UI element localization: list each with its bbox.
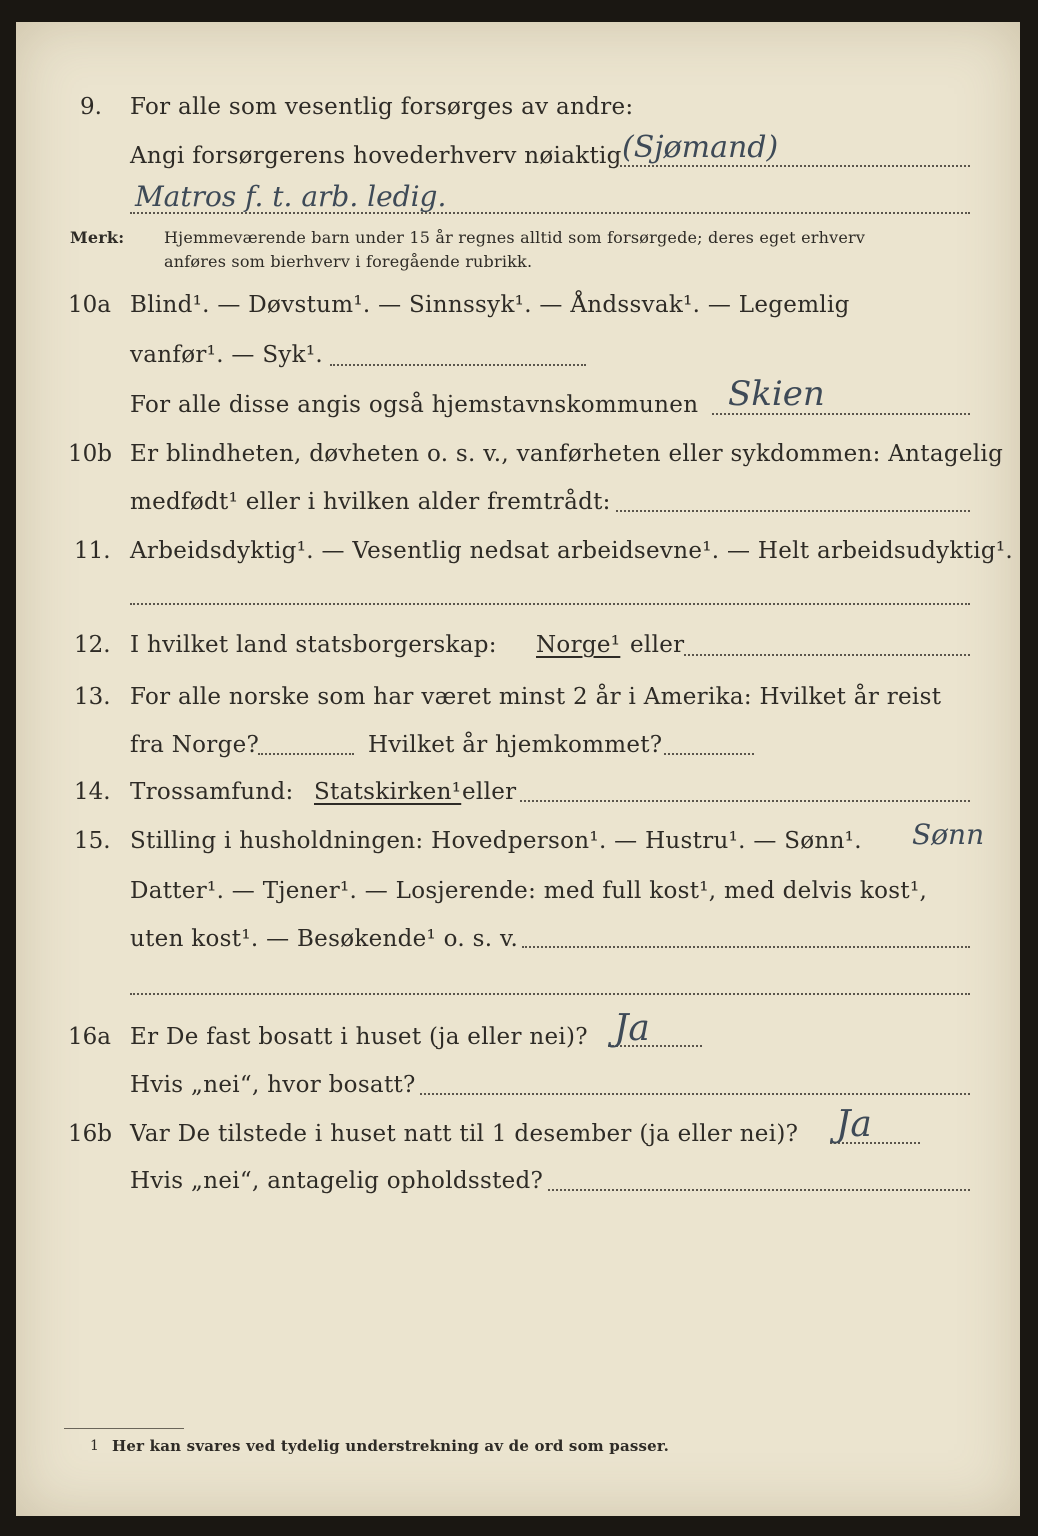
q10a-number: 10a <box>68 292 111 318</box>
merk-line1: Hjemmeværende barn under 15 år regnes alltid som forsørgede; deres eget erhverv <box>164 228 866 247</box>
q16b-line2: Hvis „nei“, antagelig opholdssted? <box>130 1168 544 1194</box>
q14-statskirken-underlined: Statskirken¹ <box>314 779 462 805</box>
q15-line2: Datter¹. — Tjener¹. — Losjerende: med full kost¹, med delvis kost¹, <box>130 878 928 904</box>
q10a-hand-answer: Skien <box>728 374 825 414</box>
merk-line2: anføres som bierhverv i foregående rubrikk. <box>164 252 533 271</box>
q10a-line2: vanfør¹. — Syk¹. <box>130 342 324 368</box>
q11-answer-line <box>130 603 970 605</box>
q10b-line1: Er blindheten, døvheten o. s. v., vanførheten eller sykdommen: Antagelig <box>130 441 1004 467</box>
footnote-rule <box>64 1428 184 1429</box>
q16b-line1: Var De tilstede i huset natt til 1 desember (ja eller nei)? <box>130 1121 799 1147</box>
q9-line2: Angi forsørgerens hovederhverv nøiaktig <box>130 143 622 169</box>
q10a-line1: Blind¹. — Døvstum¹. — Sinnssyk¹. — Åndssvak¹. — Legemlig <box>130 292 850 318</box>
q15-hand-answer: Sønn <box>912 818 985 851</box>
q11-number: 11. <box>74 538 111 564</box>
q10a-line3: For alle disse angis også hjemstavnskommunen <box>130 392 699 418</box>
q12-eller: eller <box>630 632 685 658</box>
q14-label: Trossamfund: <box>130 779 294 805</box>
q12-norge-underlined: Norge¹ <box>536 632 621 658</box>
q16a-line1: Er De fast bosatt i huset (ja eller nei)? <box>130 1024 588 1050</box>
q16a-line2: Hvis „nei“, hvor bosatt? <box>130 1072 416 1098</box>
q13-number: 13. <box>74 684 111 710</box>
q16a-hand-answer: Ja <box>614 1008 650 1049</box>
q9-number: 9. <box>80 94 102 120</box>
q9-hand-answer: (Sjømand) <box>622 130 779 165</box>
q15-number: 15. <box>74 828 111 854</box>
q15-answer-line2 <box>130 993 970 995</box>
q9-line1: For alle som vesentlig forsørges av andre: <box>130 94 634 120</box>
merk-label: Merk: <box>70 228 125 247</box>
q12-number: 12. <box>74 632 111 658</box>
q12-label: I hvilket land statsborgerskap: <box>130 632 497 658</box>
q13-line2b: Hvilket år hjemkommet? <box>368 732 663 758</box>
q9-hand-line2: Matros f. t. arb. ledig. <box>135 180 447 213</box>
q16b-opholdssted-line <box>548 1189 970 1191</box>
q10b-line2: medfødt¹ eller i hvilken alder fremtrådt: <box>130 489 611 515</box>
q13-hjemkommet-line <box>664 753 754 755</box>
footnote-text: Her kan svares ved tydelig understrekning av de ord som passer. <box>112 1437 670 1455</box>
q13-line1: For alle norske som har været minst 2 år i Amerika: Hvilket år reist <box>130 684 942 710</box>
q14-number: 14. <box>74 779 111 805</box>
q10b-number: 10b <box>68 441 112 467</box>
q16a-bosatt-line <box>420 1093 970 1095</box>
q10b-answer-line <box>616 510 970 512</box>
q11-line1: Arbeidsdyktig¹. — Vesentlig nedsat arbeidsevne¹. — Helt arbeidsudyktig¹. <box>130 538 1014 564</box>
q16b-hand-answer: Ja <box>836 1104 872 1145</box>
q12-answer-line <box>684 654 970 656</box>
q16a-number: 16a <box>68 1024 111 1050</box>
q15-line1: Stilling i husholdningen: Hovedperson¹. — Hustru¹. — Sønn¹. <box>130 828 862 854</box>
q9-answer-line2 <box>130 212 970 214</box>
q15-line3: uten kost¹. — Besøkende¹ o. s. v. <box>130 926 519 952</box>
q14-eller: eller <box>462 779 517 805</box>
footnote-mark: 1 <box>90 1438 100 1454</box>
q16b-number: 16b <box>68 1121 112 1147</box>
q14-answer-line <box>520 800 970 802</box>
q15-answer-line <box>522 946 970 948</box>
q9-answer-line <box>620 165 970 167</box>
q10a-answer-line <box>330 364 586 366</box>
q13-reist-line <box>258 753 354 755</box>
q13-line2a: fra Norge? <box>130 732 260 758</box>
